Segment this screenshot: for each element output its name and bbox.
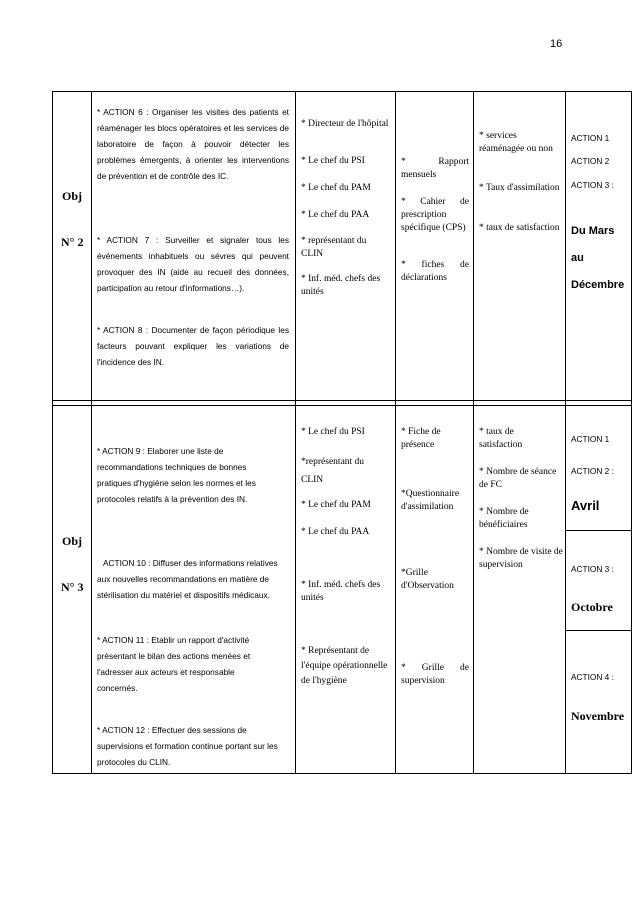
responsible-2: *représentant du CLIN bbox=[301, 457, 365, 485]
action-6: * ACTION 6 : Organiser les visites des patients et réaménager les blocs opératoires et les services de laboratoire de façon à pouvoir détecter les problèmes émergents, à orienter les interventions de prévention et de contrôle des IC. bbox=[97, 107, 289, 181]
objective-number: N° 3 bbox=[61, 580, 84, 594]
source-2: * Cahier de prescription spécifique (CPS) bbox=[401, 197, 469, 233]
source-1: * Fiche de présence bbox=[401, 427, 441, 450]
schedule-month-april: Avril bbox=[571, 498, 600, 513]
schedule-divider-1 bbox=[565, 530, 631, 531]
indicator-3: * Nombre de bénéficiaires bbox=[479, 507, 529, 530]
schedule-month-october: Octobre bbox=[571, 600, 613, 614]
responsible-3: * Le chef du PAM bbox=[301, 500, 371, 510]
schedule-action-2: ACTION 2 bbox=[571, 156, 610, 166]
row-divider bbox=[53, 400, 631, 401]
action-11: * ACTION 11 : Etablir un rapport d'activité présentant le bilan des actions menées et l'adresser aux acteurs et responsable concernés. bbox=[97, 635, 251, 693]
responsible-1: * Le chef du PSI bbox=[301, 427, 365, 437]
responsible-5: * Inf. méd. chefs des unités bbox=[301, 580, 381, 603]
objective-label: Obj bbox=[62, 534, 83, 548]
indicator-1: * taux de satisfaction bbox=[479, 427, 523, 450]
schedule-divider-2 bbox=[565, 630, 631, 631]
responsible-6: * Représentant de l'équipe opérationnelle de l'hygiène bbox=[301, 646, 388, 686]
schedule-month-november: Novembre bbox=[571, 709, 625, 723]
responsible-3: * Le chef du PAM bbox=[301, 183, 371, 193]
responsible-5: * représentant du CLIN bbox=[301, 236, 367, 259]
col-divider bbox=[473, 92, 474, 773]
responsible-2: * Le chef du PSI bbox=[301, 156, 365, 166]
objective-label: Obj bbox=[62, 189, 83, 203]
indicator-2: * Nombre de séance de FC bbox=[479, 467, 557, 490]
source-1: * Rapport mensuels bbox=[401, 157, 469, 180]
schedule-period: Du Mars au Décembre bbox=[571, 225, 625, 291]
row-divider-sub bbox=[53, 405, 631, 406]
indicator-4: * Nombre de visite de supervision bbox=[479, 547, 563, 570]
action-7: * ACTION 7 : Surveiller et signaler tous les événements inhabituels ou sévres qui peuvent provoquer des IN (aide au recueil des données, participation au retour d'informations…). bbox=[97, 235, 289, 293]
page-number: 16 bbox=[550, 38, 563, 50]
indicator-3: * taux de satisfaction bbox=[479, 223, 560, 233]
source-2: *Questionnaire d'assimilation bbox=[401, 489, 460, 512]
action-plan-table bbox=[52, 91, 632, 774]
responsible-4: * Le chef du PAA bbox=[301, 210, 370, 220]
col-divider bbox=[91, 92, 92, 773]
action-10: ACTION 10 : Diffuser des informations relatives aux nouvelles recommandations en matière de stérilisation du matériel et dispositifs médicaux. bbox=[97, 558, 278, 600]
indicator-2: * Taux d'assimilation bbox=[479, 183, 560, 193]
objective-number: N° 2 bbox=[61, 235, 84, 249]
col-divider bbox=[395, 92, 396, 773]
indicator-1: * services réaménagée ou non bbox=[479, 131, 553, 154]
responsible-6: * Inf. méd. chefs des unités bbox=[301, 274, 381, 297]
source-3: *Grille d'Observation bbox=[401, 568, 454, 591]
schedule-action-3: ACTION 3 : bbox=[571, 564, 614, 574]
action-12: * ACTION 12 : Effectuer des sessions de supervisions et formation continue portant sur les protocoles du CLIN. bbox=[97, 725, 278, 767]
schedule-action-1: ACTION 1 bbox=[571, 133, 610, 143]
responsible-4: * Le chef du PAA bbox=[301, 527, 370, 537]
schedule-action-4: ACTION 4 : bbox=[571, 672, 614, 682]
action-9: * ACTION 9 : Elaborer une liste de recommandations techniques de bonnes pratiques d'hygiène selon les normes et les protocoles relatifs à la prévention des IN. bbox=[97, 446, 256, 504]
source-3: * fiches de déclarations bbox=[401, 260, 469, 283]
action-8: * ACTION 8 : Documenter de façon périodique les facteurs pouvant expliquer les variations de l'incidence des IN. bbox=[97, 325, 289, 367]
col-divider bbox=[295, 92, 296, 773]
col-divider bbox=[565, 92, 566, 773]
schedule-action-1: ACTION 1 bbox=[571, 434, 610, 444]
schedule-action-3: ACTION 3 : bbox=[571, 180, 614, 190]
source-4: * Grille de supervision bbox=[401, 663, 469, 686]
responsible-1: * Directeur de l'hôpital bbox=[301, 119, 389, 129]
schedule-action-2: ACTION 2 : bbox=[571, 466, 614, 476]
